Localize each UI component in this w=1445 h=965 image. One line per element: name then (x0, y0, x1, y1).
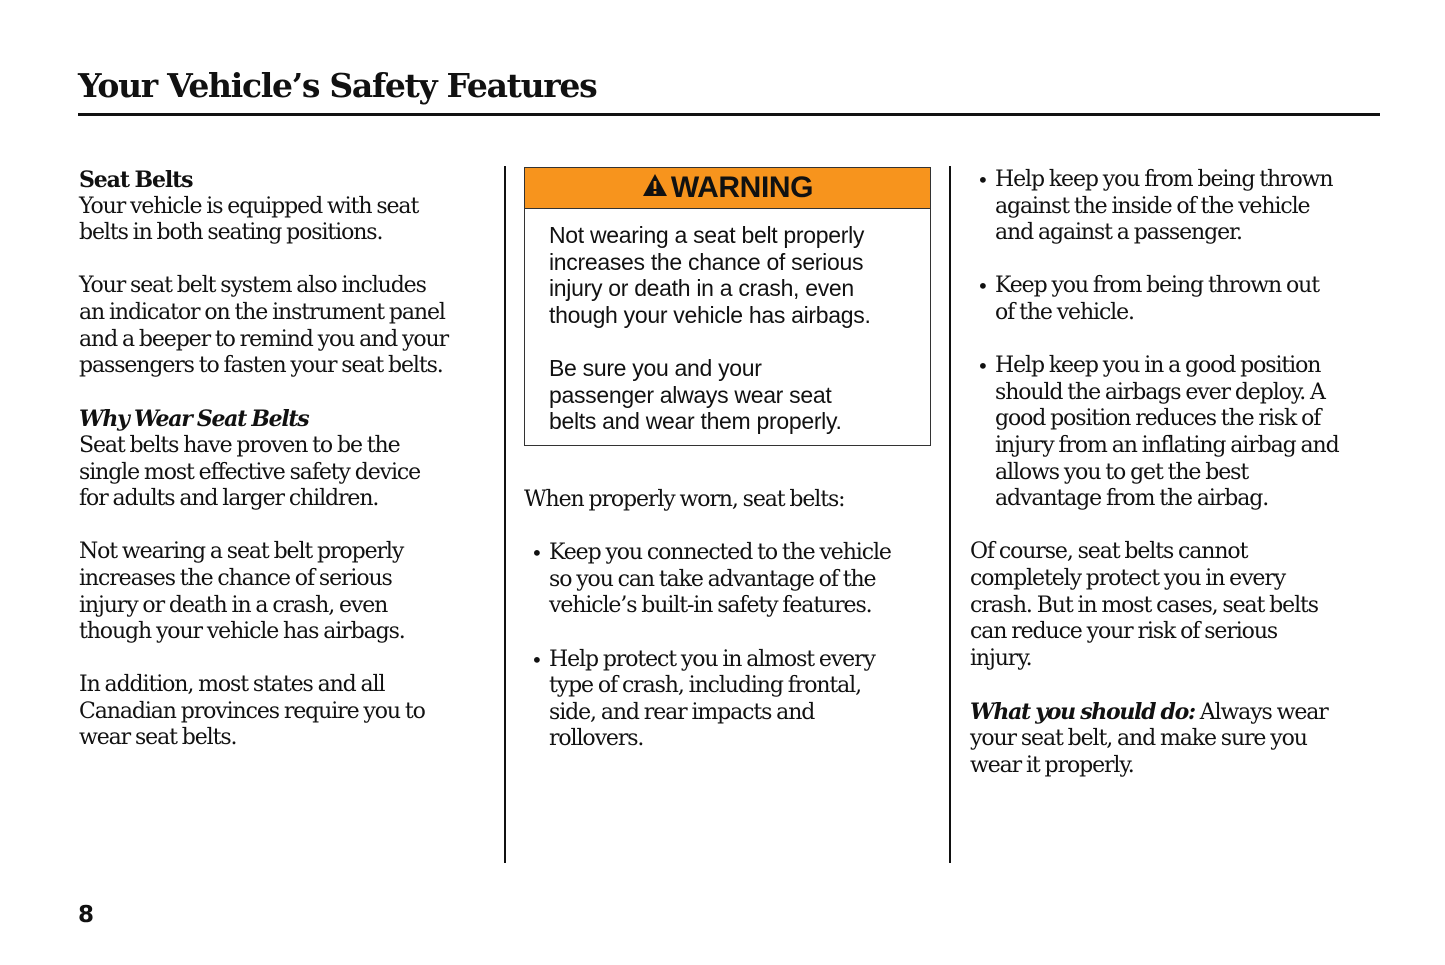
list-item (970, 273, 1390, 326)
section-heading: Seat Belts (79, 167, 193, 193)
risk-paragraph (79, 539, 489, 645)
text-line: advantage from the airbag. (995, 486, 1269, 512)
text-line: injury from an inflating airbag and (995, 432, 1339, 458)
text-line: vehicle’s built-in safety features. (549, 593, 872, 619)
title-rule (78, 113, 1380, 116)
benefits-list (524, 540, 934, 753)
text-line: should the airbags ever deploy. A (995, 379, 1325, 405)
text-line: • Keep you connected to the vehicle (549, 540, 891, 566)
text-line: In addition, most states and all (79, 672, 385, 698)
text-line: Canadian provinces require you to (79, 698, 425, 724)
text-line: • Help keep you in a good position (995, 353, 1321, 379)
warning-paragraph (549, 222, 930, 328)
text-line: • Keep you from being thrown out (995, 273, 1319, 299)
text-line: can reduce your risk of serious (970, 619, 1278, 645)
seat-belts-section (79, 167, 489, 247)
why-wear-heading: Why Wear Seat Belts (79, 406, 309, 433)
text-line: belts and wear them properly. (549, 408, 842, 435)
text-line: crash. But in most cases, seat belts (970, 592, 1318, 618)
text-line: type of crash, including frontal, (549, 673, 862, 699)
text-line: for adults and larger children. (79, 486, 379, 512)
why-wear-section (79, 406, 489, 512)
list-item (524, 647, 934, 753)
text-line: so you can take advantage of the (549, 566, 876, 592)
text-line: • Help keep you from being thrown (995, 167, 1333, 192)
text-line: increases the chance of serious (79, 565, 392, 591)
page-number: 8 (78, 902, 95, 928)
warning-paragraph (549, 355, 930, 435)
left-column (79, 167, 489, 779)
text-line: belts in both seating positions. (79, 220, 383, 246)
column-divider-left (504, 166, 506, 863)
benefits-list-continued (970, 167, 1390, 513)
text-line: completely protect you in every (970, 565, 1286, 591)
text-line: Seat belts have proven to be the (79, 432, 400, 458)
text-line: injury or death in a crash, even (549, 275, 854, 302)
text-line: Not wearing a seat belt properly (79, 539, 404, 565)
list-item (524, 540, 934, 620)
law-paragraph (79, 672, 489, 752)
text-line: increases the chance of serious (549, 248, 864, 275)
text-line: injury or death in a crash, even (79, 592, 388, 618)
text-line: injury. (970, 645, 1032, 671)
text-line: of the vehicle. (995, 299, 1134, 325)
warning-box (524, 167, 931, 446)
limitations-paragraph (970, 539, 1390, 672)
text-line: against the inside of the vehicle (995, 193, 1310, 219)
middle-column (524, 487, 934, 780)
text-line: an indicator on the instrument panel (79, 299, 445, 325)
text-line: passenger always wear seat (549, 381, 832, 408)
text-line: good position reduces the risk of (995, 406, 1321, 432)
text-line: and against a passenger. (995, 220, 1242, 246)
warning-body (525, 209, 930, 435)
text-line: single most effective safety device (79, 459, 421, 485)
text-line: Your seat belt system also includes (79, 273, 426, 299)
list-item (970, 353, 1390, 513)
warning-label (642, 173, 813, 203)
text-line: • Help protect you in almost every (549, 646, 875, 672)
text-line: wear seat belts. (79, 725, 237, 751)
text-line: allows you to get the best (995, 459, 1249, 485)
right-column (970, 167, 1390, 806)
text-line: Be sure you and your (549, 354, 762, 381)
text-line: Of course, seat belts cannot (970, 539, 1248, 565)
text-line: side, and rear impacts and (549, 699, 815, 725)
what-you-should-do-label: What you should do: (970, 698, 1195, 725)
text-line: Your vehicle is equipped with seat (79, 193, 419, 219)
what-you-should-do-paragraph (970, 699, 1390, 780)
text-line: your seat belt, and make sure you (970, 726, 1307, 752)
column-divider-right (949, 166, 951, 863)
text-run: Always wear (1194, 699, 1328, 725)
seat-belt-system-paragraph (79, 273, 489, 379)
text-line: passengers to fasten your seat belts. (79, 353, 443, 379)
warning-title: WARNING (670, 171, 814, 204)
text-line (970, 699, 1390, 727)
warning-triangle-icon (642, 173, 668, 197)
list-item (970, 167, 1390, 247)
page-title: Your Vehicle’s Safety Features (78, 66, 597, 105)
benefits-intro: When properly worn, seat belts: (524, 487, 845, 512)
text-line: though your vehicle has airbags. (549, 301, 871, 328)
text-line: wear it properly. (970, 753, 1134, 779)
text-line: rollovers. (549, 726, 644, 752)
text-line: and a beeper to remind you and your (79, 326, 449, 352)
text-line: Not wearing a seat belt properly (549, 222, 865, 248)
warning-header (525, 168, 930, 209)
text-line: though your vehicle has airbags. (79, 619, 405, 645)
